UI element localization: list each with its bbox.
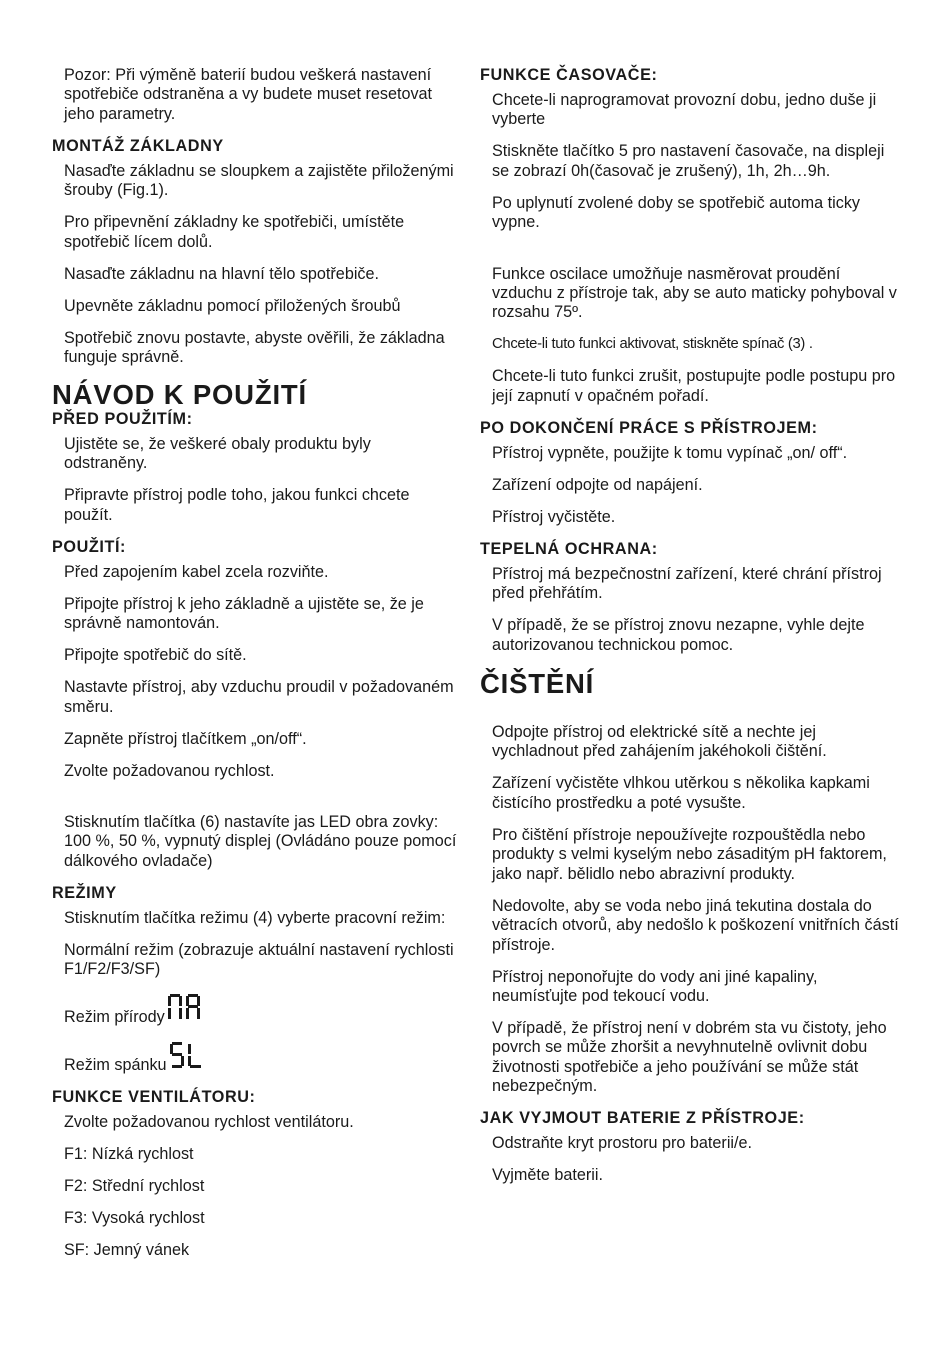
cleaning-step: Pro čištění přístroje nepoužívejte rozpouštědla nebo produkty s velmi kyselým nebo zásaditým pH faktorem, jako např. bělidlo nebo abrazivní produkty. xyxy=(492,825,887,883)
lcd-sl-icon xyxy=(169,1040,205,1075)
mount-heading: MONTÁŽ ZÁKLADNY xyxy=(52,136,224,155)
before-use-step: Připravte přístroj podle toho, jakou funkci chcete použít. xyxy=(64,486,410,524)
oscillation-text: Funkce oscilace umožňuje nasměrovat proudění vzduchu z přístroje tak, aby se auto maticky pohyboval v rozsahu 75º. xyxy=(492,264,897,322)
modes-step: Normální režim (zobrazuje aktuální nastavení rychlosti F1/F2/F3/SF) xyxy=(64,940,454,979)
thermal-step: Přístroj má bezpečnostní zařízení, které chrání přístroj před přehřátím. xyxy=(492,564,882,603)
battery-step: Odstraňte kryt prostoru pro baterii/e. xyxy=(492,1134,753,1153)
sleep-mode-label: Režim spánku xyxy=(64,1056,167,1075)
fan-function-heading: FUNKCE VENTILÁTORU: xyxy=(52,1088,256,1107)
battery-removal-heading: JAK VYJMOUT BATERIE Z PŘÍSTROJE: xyxy=(480,1109,805,1128)
mount-step: Spotřebič znovu postavte, abyste ověřili, že základna funguje správně. xyxy=(64,328,445,367)
before-use-step: Ujistěte se, že veškeré obaly produktu byly odstraněny. xyxy=(64,435,371,473)
cleaning-heading: ČIŠTĚNÍ xyxy=(480,668,595,700)
battery-step: Vyjměte baterii. xyxy=(492,1166,603,1185)
nature-mode-line xyxy=(64,992,457,1027)
oscillation-cancel: Chcete-li tuto funkci zrušit, postupujte podle postupu pro její zapnutí v opačném pořadí. xyxy=(492,367,896,405)
fan-step: Zvolte požadovanou rychlost ventilátoru. xyxy=(64,1113,354,1132)
use-heading: POUŽITÍ: xyxy=(52,537,127,556)
use-step: Zapněte přístroj tlačítkem „on/off“. xyxy=(64,729,307,748)
mount-step: Upevněte základnu pomocí přiložených šroubů xyxy=(64,296,401,315)
left-column xyxy=(52,66,457,1273)
mount-step: Nasaďte základnu na hlavní tělo spotřebiče. xyxy=(64,264,380,283)
sleep-mode-line xyxy=(64,1040,457,1075)
fan-speed-f3: F3: Vysoká rychlost xyxy=(64,1209,205,1228)
oscillation-activate: Chcete-li tuto funkci aktivovat, stiskněte spínač (3) . xyxy=(492,336,813,353)
use-step: Před zapojením kabel zcela rozviňte. xyxy=(64,562,329,581)
timer-step: Stiskněte tlačítko 5 pro nastavení časovače, na displeji se zobrazí 0h(časovač je zrušený), 1h, 2h…9h. xyxy=(492,142,885,180)
use-step: Zvolte požadovanou rychlost. xyxy=(64,761,275,780)
after-work-heading: PO DOKONČENÍ PRÁCE S PŘÍSTROJEM: xyxy=(480,418,818,437)
cleaning-step: Zařízení vyčistěte vlhkou utěrkou s několika kapkami čistícího prostředku a poté vysušte. xyxy=(492,774,870,812)
cleaning-step: V případě, že přístroj není v dobrém sta vu čistoty, jeho povrch se může zhoršit a nevyhnutelně ovlivnit dobu životnosti spotřebiče a jeho používání se může stát nebezpečným. xyxy=(492,1018,887,1096)
battery-warning: Pozor: Při výměně baterií budou veškerá nastavení spotřebiče odstraněna a vy budete muset resetovat jeho parametry. xyxy=(64,66,433,123)
modes-step: Stisknutím tlačítka režimu (4) vyberte pracovní režim: xyxy=(64,908,446,927)
cleaning-step: Nedovolte, aby se voda nebo jiná tekutina dostala do větracích otvorů, aby nedošlo k poškození vnitřních částí přístroje. xyxy=(492,896,899,954)
fan-speed-sf: SF: Jemný vánek xyxy=(64,1241,190,1260)
before-use-heading: PŘED POUŽITÍM: xyxy=(52,410,193,429)
thermal-step: V případě, že se přístroj znovu nezapne, vyhle dejte autorizovanou technickou pomoc. xyxy=(492,616,865,654)
modes-heading: REŽIMY xyxy=(52,883,117,902)
timer-step: Po uplynutí zvolené doby se spotřebič automa ticky vypne. xyxy=(492,193,861,232)
use-step: Připojte spotřebič do sítě. xyxy=(64,646,247,665)
led-brightness-text: Stisknutím tlačítka (6) nastavíte jas LED obra zovky: 100 %, 50 %, vypnutý displej (Ovládáno pouze pomocí dálkového ovladače) xyxy=(64,813,457,870)
use-step: Připojte přístroj k jeho základně a ujistěte se, že je správně namontován. xyxy=(64,594,424,633)
cleaning-step: Přístroj neponořujte do vody ani jiné kapaliny, neumísťujte pod tekoucí vodu. xyxy=(492,967,818,1005)
cleaning-step: Odpojte přístroj od elektrické sítě a nechte jej vychladnout před zahájením jakéhokoli čištění. xyxy=(492,723,827,761)
guide-heading: NÁVOD K POUŽITÍ xyxy=(52,379,307,411)
use-step: Nastavte přístroj, aby vzduchu proudil v požadovaném směru. xyxy=(64,678,454,716)
timer-step: Chcete-li naprogramovat provozní dobu, jedno duše ji vyberte xyxy=(492,91,877,129)
fan-speed-f1: F1: Nízká rychlost xyxy=(64,1145,194,1164)
after-work-step: Přístroj vyčistěte. xyxy=(492,507,616,526)
timer-heading: FUNKCE ČASOVAČE: xyxy=(480,66,658,84)
mount-step: Pro připevnění základny ke spotřebiči, umístěte spotřebič lícem dolů. xyxy=(64,213,405,251)
thermal-protection-heading: TEPELNÁ OCHRANA: xyxy=(480,539,658,558)
after-work-step: Zařízení odpojte od napájení. xyxy=(492,475,703,494)
mount-step: Nasaďte základnu se sloupkem a zajistěte přiloženými šrouby (Fig.1). xyxy=(64,161,454,200)
after-work-step: Přístroj vypněte, použijte k tomu vypínač „on/ off“. xyxy=(492,443,848,462)
lcd-na-icon xyxy=(167,992,203,1027)
nature-mode-label: Režim přírody xyxy=(64,1008,165,1027)
fan-speed-f2: F2: Střední rychlost xyxy=(64,1177,205,1196)
right-column xyxy=(480,66,900,1198)
